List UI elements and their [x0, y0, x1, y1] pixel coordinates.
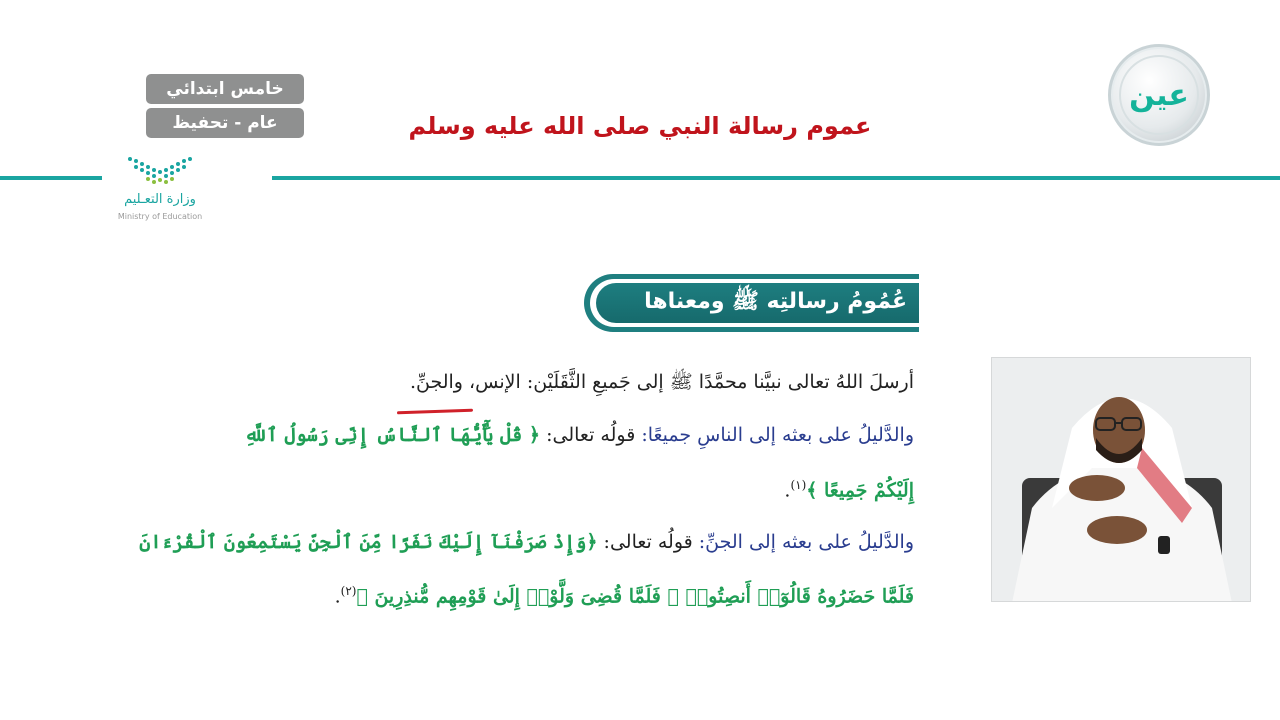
- grade-badge: خامس ابتدائي: [146, 74, 304, 104]
- lesson-line-3: [784, 478, 914, 501]
- section-banner-core: [596, 283, 919, 323]
- presenter-video: [991, 357, 1251, 602]
- verse-1-part-1: ﴿ قُلْ يَٰٓأَيُّهَا ٱلنَّاسُ إِنِّى رَسُولُ ٱللَّهِ: [244, 424, 541, 446]
- footnote-ref-2: (٢): [340, 584, 357, 598]
- underline-annotation: [397, 409, 473, 415]
- header-divider-right: [272, 176, 1280, 180]
- track-badge: عام - تحفيظ: [146, 108, 304, 138]
- ministry-name-ar: وزارة التعـليم: [124, 192, 196, 207]
- evidence-humans-intro: والدَّليلُ على بعثه إلى الناسِ جميعًا:: [641, 424, 914, 446]
- ministry-name-en: Ministry of Education: [117, 212, 203, 221]
- ministry-emblem-icon: [108, 152, 212, 188]
- lesson-line-5: [335, 584, 914, 607]
- lesson-title: عموم رسالة النبي صلى الله عليه وسلم: [408, 112, 872, 140]
- channel-logo: [1108, 44, 1210, 146]
- section-banner-frame: [590, 279, 919, 327]
- evidence-jinn-intro: والدَّليلُ على بعثه إلى الجنِّ:: [698, 531, 914, 553]
- channel-logo-text: عين: [1129, 77, 1189, 113]
- verse-1-part-2: إِلَيْكُمْ جَمِيعًا ﴾: [806, 479, 914, 502]
- line-3-end: .: [784, 479, 791, 502]
- verse-2-part-2: فَلَمَّا حَضَرُوهُ قَالُوٓا۟ أَنصِتُوا۟ ۖ فَلَمَّا قُضِىَ وَلَّوْا۟ إِلَىٰ قَوْمِهِم مُّنذِرِينَ ﴾: [356, 585, 914, 608]
- verse-lead-2: قولُه تعالى:: [597, 531, 699, 553]
- presenter-image: [992, 358, 1251, 602]
- section-banner: [584, 274, 919, 332]
- lesson-line-2: [244, 424, 914, 446]
- lesson-line-1: أرسلَ اللهُ تعالى نبيَّنا محمَّدًا ﷺ إلى جَميعِ الثَّقَلَيْن: الإنس، والجنِّ.: [409, 371, 914, 393]
- footnote-ref-1: (١): [790, 478, 807, 492]
- header-divider-left: [0, 176, 102, 180]
- verse-2-part-1: ﴿وَإِذْ صَرَفْنَآ إِلَيْكَ نَفَرًا مِّنَ ٱلْجِنِّ يَسْتَمِعُونَ ٱلْقُرْءَانَ: [139, 531, 598, 553]
- verse-lead-1: قولُه تعالى:: [540, 424, 642, 446]
- section-banner-title: عُمُومُ رسالتِه ﷺ ومعناها: [644, 289, 907, 314]
- line-5-end: .: [334, 585, 341, 608]
- ministry-logo: [108, 152, 268, 224]
- lesson-line-4: [139, 531, 914, 553]
